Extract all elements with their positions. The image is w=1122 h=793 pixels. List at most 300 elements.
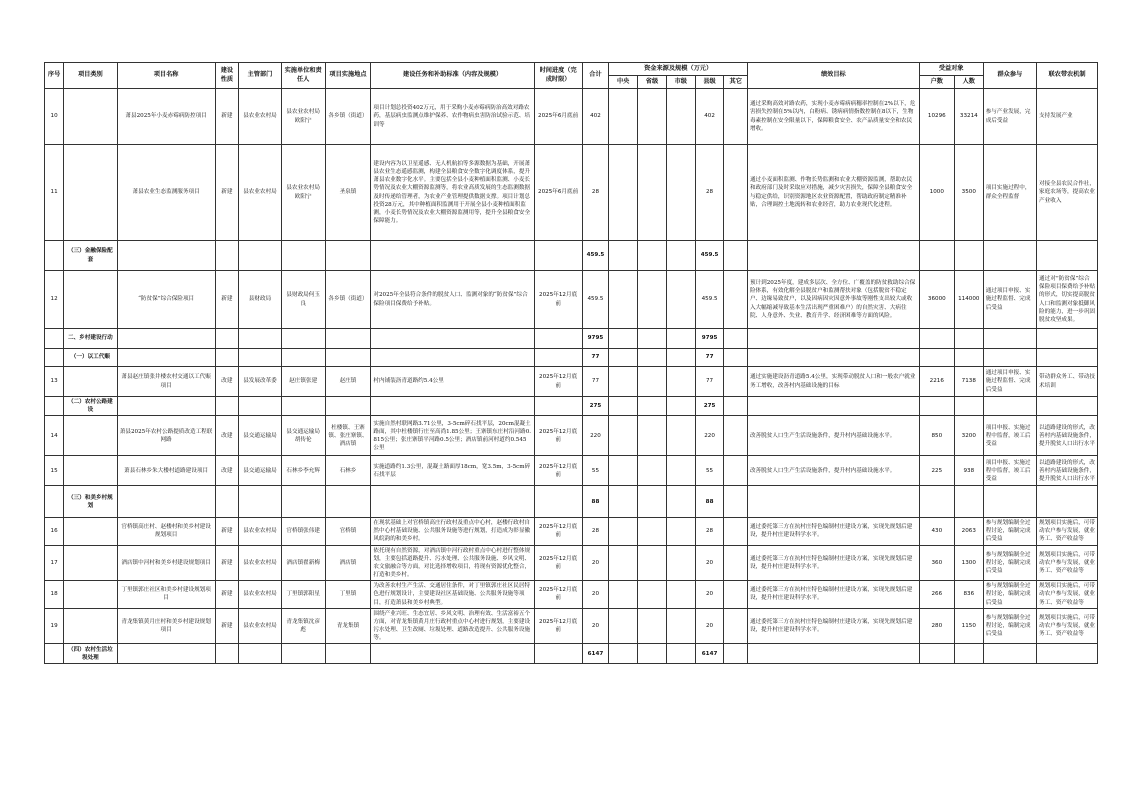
row-seq [45,486,64,518]
row-goal: 改善脱贫人口生产生活设施条件，提升村内基础设施水平。 [747,456,919,486]
row-progress [534,241,582,271]
header-mechanism: 联农带农机制 [1037,63,1098,89]
row-central [609,89,638,145]
row-dept [239,644,282,664]
header-provincial: 省级 [638,76,667,89]
row-county: 28 [695,145,724,241]
row-participation: 通过项目申报、实施过程监督、完成后受益 [983,367,1036,397]
row-total: 6147 [582,644,609,664]
row-participation: 项目申报、实施过程中监督，竣工后受益 [983,416,1036,456]
table-row [45,89,1098,145]
row-unit [281,397,325,416]
row-county: 20 [695,580,724,608]
row-other [724,349,747,367]
row-households [919,349,954,367]
row-mechanism: 通过对“防贫保”综合保险项目保费给予补贴的形式，切实提高脱贫人口和监测对象抵御风险的能力，进一步巩固脱贫攻坚成果。 [1037,271,1098,329]
table-row [45,397,1098,416]
row-goal [747,241,919,271]
row-unit: 丁里镇郭阳星 [281,580,325,608]
row-city [666,644,695,664]
row-city [666,545,695,580]
row-seq: 15 [45,456,64,486]
row-total: 77 [582,349,609,367]
row-unit [281,349,325,367]
table-row [45,456,1098,486]
row-county: 20 [695,545,724,580]
row-unit: 赵庄镇张建 [281,367,325,397]
row-participation: 参与规划编制全过程讨论，编制完成后受益 [983,580,1036,608]
row-progress: 2025年12月底前 [534,416,582,456]
row-persons [954,329,983,349]
row-participation: 参与产业发展，完成后受益 [983,89,1036,145]
row-county: 459.5 [695,241,724,271]
row-unit: 县财政局何玉良 [281,271,325,329]
row-persons: 114000 [954,271,983,329]
row-county: 55 [695,456,724,486]
row-total: 28 [582,518,609,545]
row-dept: 县财政局 [239,271,282,329]
row-goal [747,329,919,349]
row-nature: 新建 [215,608,238,643]
row-location [325,329,371,349]
table-row [45,644,1098,664]
row-name: 萧县赵庄镇张井楼农村交通以工代赈项目 [117,367,215,397]
row-location: 赵庄镇 [325,367,371,397]
row-households [919,241,954,271]
header-persons: 人数 [954,76,983,89]
row-progress: 2025年12月底前 [534,271,582,329]
row-provincial [638,416,667,456]
row-location: 丁里镇 [325,580,371,608]
row-participation [983,329,1036,349]
row-other [724,329,747,349]
row-location: 青龙集镇 [325,608,371,643]
row-central [609,271,638,329]
row-mechanism: 规划项目实施后，可带动农户参与发展，就业务工、资产收益等 [1037,580,1098,608]
row-progress: 2025年12月底前 [534,456,582,486]
row-dept [239,349,282,367]
table-row [45,486,1098,518]
row-provincial [638,545,667,580]
row-location [325,349,371,367]
row-provincial [638,580,667,608]
row-dept [239,241,282,271]
table-header [45,63,1098,89]
header-progress: 时间进度（完成时限） [534,63,582,89]
row-task: 实施自然村联网路3.71公里，3-5cm碎石找平层，20cm混凝土路面，其中杜楼镇行庄至高尚1.85公里；王寨镇东庄村沿河路0.815公里；张庄寨镇平河路0.5公里；酒店镇前河村道约0.545公里 [371,416,534,456]
row-total: 459.5 [582,271,609,329]
row-persons: 33214 [954,89,983,145]
row-name: 青龙集镇黄月庄村和美乡村建设规划项目 [117,608,215,643]
row-provincial [638,329,667,349]
row-name: 萧县2025年农村公路提质改造工程联网路 [117,416,215,456]
row-seq: 13 [45,367,64,397]
row-provincial [638,518,667,545]
row-central [609,397,638,416]
row-dept [239,397,282,416]
row-other [724,145,747,241]
row-city [666,367,695,397]
row-participation: 参与规划编制全过程讨论，编制完成后受益 [983,518,1036,545]
row-county: 6147 [695,644,724,664]
header-funds: 资金来源及规模（万元） [609,63,748,76]
row-unit: 青龙集镇沈彦彪 [281,608,325,643]
row-participation: 参与规划编制全过程讨论，编制完成后受益 [983,608,1036,643]
row-name [117,241,215,271]
row-progress: 2025年12月底前 [534,367,582,397]
table-row [45,329,1098,349]
row-progress [534,644,582,664]
row-dept: 县交通运输局 [239,456,282,486]
row-name [117,486,215,518]
row-persons [954,349,983,367]
row-central [609,416,638,456]
row-households: 266 [919,580,954,608]
row-mechanism [1037,486,1098,518]
row-persons [954,397,983,416]
row-unit: 县农业农村局欧阳宁 [281,145,325,241]
row-dept: 县农业农村局 [239,518,282,545]
row-mechanism: 支持发展产业 [1037,89,1098,145]
row-category: （一）以工代赈 [64,349,117,367]
header-unit: 实施单位和责任人 [281,63,325,89]
row-city [666,518,695,545]
row-participation [983,644,1036,664]
row-goal: 通过委托第三方在抗村庄特色编制村庄建设方案，实现先规划后建设，提升村庄建设科学水平。 [747,518,919,545]
row-total: 459.5 [582,241,609,271]
row-persons [954,241,983,271]
row-central [609,518,638,545]
row-central [609,329,638,349]
row-task: 为改善农村生产生活、交通居住条件，对丁里镇郭庄社区民居特色进行规划设计，主要建设社区基础设施、公共服务设施等项目，打造萧县和美乡村典型。 [371,580,534,608]
row-goal [747,644,919,664]
row-households [919,486,954,518]
table-row [45,241,1098,271]
row-seq: 19 [45,608,64,643]
row-city [666,89,695,145]
header-total: 合计 [582,63,609,89]
row-task: 实施道路约1.3公里，混凝土路面厚18cm，宽3.5m，3-5cm碎石找平层 [371,456,534,486]
row-city [666,456,695,486]
row-location: 圣泉镇 [325,145,371,241]
row-city [666,486,695,518]
row-location: 各乡镇（街道） [325,271,371,329]
row-nature [215,349,238,367]
row-seq: 17 [45,545,64,580]
row-progress: 2025年12月底前 [534,545,582,580]
row-task [371,329,534,349]
row-name: 酒店镇中河村和美乡村建设规划项目 [117,545,215,580]
row-provincial [638,241,667,271]
row-city [666,397,695,416]
row-mechanism: 规划项目实施后，可带动农户参与发展，就业务工、资产收益等 [1037,518,1098,545]
row-central [609,145,638,241]
row-nature: 新建 [215,518,238,545]
row-provincial [638,608,667,643]
row-households [919,397,954,416]
project-table [44,62,1098,664]
row-total: 20 [582,580,609,608]
header-goal: 绩效目标 [747,63,919,89]
row-county: 9795 [695,329,724,349]
table-row [45,580,1098,608]
row-name: 萧县农业生态监测服务项目 [117,145,215,241]
table-row [45,416,1098,456]
row-total: 20 [582,608,609,643]
row-name: “防贫保”综合保险项目 [117,271,215,329]
header-households: 户数 [919,76,954,89]
row-participation: 项目实施过程中，群众全程监督 [983,145,1036,241]
row-category [64,545,117,580]
row-seq [45,329,64,349]
header-city: 市级 [666,76,695,89]
row-seq [45,397,64,416]
row-county: 275 [695,397,724,416]
row-progress: 2025年12月底前 [534,518,582,545]
row-category [64,456,117,486]
row-mechanism: 规划项目实施后，可带动农户参与发展，就业务工、资产收益等 [1037,608,1098,643]
row-task: 村内铺装沥青道路约5.4公里 [371,367,534,397]
row-persons: 1150 [954,608,983,643]
row-seq: 10 [45,89,64,145]
row-mechanism [1037,241,1098,271]
row-persons: 3200 [954,416,983,456]
row-households: 280 [919,608,954,643]
header-name: 项目名称 [117,63,215,89]
row-task: 建设内容为以卫星遥感、无人机航拍等多源数据为基础，开展萧县农业生态遥感监测，构建全县粮食安全数字化调度体系，提升萧县农业数字化水平。主要包括全县小麦种植面积监测、小麦长势情况及农业大棚资源监测等，将农业高质发展的生态监测数据及时传递给管理者，为农业产业管理提供数据支撑。项目计划总投资28万元，其中种植面积监测用于开展全县小麦种植面积监测，小麦长势情况及农业大棚资源监测用等，提升全县粮食安全保障能力。 [371,145,534,241]
row-dept: 县交通运输局 [239,416,282,456]
row-participation: 通过项目申报、实施过程监督、完成后受益 [983,271,1036,329]
row-name: 萧县石林乡朱大楼村道路建设项目 [117,456,215,486]
row-goal [747,397,919,416]
row-nature: 新建 [215,271,238,329]
row-total: 88 [582,486,609,518]
row-location [325,644,371,664]
row-central [609,644,638,664]
row-unit: 县农业农村局欧阳宁 [281,89,325,145]
table-body [45,89,1098,664]
row-category [64,89,117,145]
row-other [724,608,747,643]
row-total: 402 [582,89,609,145]
row-provincial [638,145,667,241]
row-central [609,349,638,367]
row-nature: 新建 [215,580,238,608]
row-location [325,486,371,518]
row-location: 官桥镇 [325,518,371,545]
header-seq: 序号 [45,63,64,89]
row-nature: 新建 [215,145,238,241]
row-task: 围绕产业兴旺、生态宜居、乡风文明、治理有效、生活富裕五个方面，对青龙集镇黄月庄行政村重点中心村进行规划，主要建设污水处理、卫生改厕、垃圾处理、道路改造提升、公共服务设施等。 [371,608,534,643]
table-row [45,271,1098,329]
row-goal: 通过采购高效对路农药，实现小麦赤霉病病穗率控制在2%以下，危害损失控制在5%以内，白粉病、锈病病情指数控制在8以下，生物毒素控制在安全限量以下，保障粮食安全、农产品质量安全和农民增收。 [747,89,919,145]
row-central [609,545,638,580]
row-unit [281,329,325,349]
row-other [724,416,747,456]
row-county: 77 [695,349,724,367]
row-central [609,456,638,486]
row-unit: 官桥镇张伟建 [281,518,325,545]
row-task [371,486,534,518]
row-category [64,416,117,456]
row-task [371,644,534,664]
row-nature: 新建 [215,89,238,145]
row-location [325,397,371,416]
row-progress: 2025年6月底前 [534,89,582,145]
row-central [609,367,638,397]
row-county: 459.5 [695,271,724,329]
row-location: 杜楼镇、王寨镇、张庄寨镇、酒店镇 [325,416,371,456]
row-progress: 2025年6月底前 [534,145,582,241]
row-category: （四）农村生活垃圾处理 [64,644,117,664]
header-beneficiary: 受益对象 [919,63,983,76]
table-row [45,608,1098,643]
row-provincial [638,349,667,367]
row-seq: 12 [45,271,64,329]
table-row [45,545,1098,580]
row-persons: 2063 [954,518,983,545]
header-dept: 主管部门 [239,63,282,89]
row-category [64,518,117,545]
row-category [64,580,117,608]
row-task [371,397,534,416]
row-mechanism [1037,397,1098,416]
row-name: 官桥镇高庄村、赵楼村和美乡村建设规划项目 [117,518,215,545]
row-goal [747,349,919,367]
row-county: 28 [695,518,724,545]
row-mechanism [1037,644,1098,664]
row-total: 275 [582,397,609,416]
row-provincial [638,644,667,664]
header-task: 建设任务和补助标准（内容及规模） [371,63,534,89]
row-goal: 通过委托第三方在抗村庄特色编制村庄建设方案，实现先规划后建设，提升村庄建设科学水平。 [747,580,919,608]
row-task: 项目计划总投资402万元，用于采购小麦赤霉病防治高效对路农药，基层病虫监测点维护保养、农作物病虫害防治试验示范、培训等 [371,89,534,145]
row-other [724,241,747,271]
row-city [666,349,695,367]
row-county: 20 [695,608,724,643]
row-category [64,367,117,397]
row-progress [534,349,582,367]
row-goal: 通过委托第三方在抗村庄特色编制村庄建设方案，实现先规划后建设，提升村庄建设科学水平。 [747,608,919,643]
row-unit: 酒店镇翟新梅 [281,545,325,580]
row-seq: 18 [45,580,64,608]
row-seq: 11 [45,145,64,241]
row-households: 1000 [919,145,954,241]
row-seq: 14 [45,416,64,456]
row-city [666,271,695,329]
header-category: 项目类别 [64,63,117,89]
row-households: 36000 [919,271,954,329]
row-persons: 1300 [954,545,983,580]
row-goal: 通过实施建设沥青道路5.4公里，实现带动脱贫人口和一般农户就业务工增收，改善村内基础设施的目标 [747,367,919,397]
row-city [666,241,695,271]
row-mechanism: 规划项目实施后，可带动农户参与发展，就业务工、资产收益等 [1037,545,1098,580]
row-progress: 2025年12月底前 [534,608,582,643]
header-county: 县级 [695,76,724,89]
row-task: 依托现有自然资源，对酒店镇中河行政村重点中心村进行整体规划，主要包括道路提升、污水处理、公共服务设施、乡风文明、农文旅融合等方面，对比选择增收项目，将现有资源优化整合，打造和美乡村。 [371,545,534,580]
row-county: 88 [695,486,724,518]
table-row [45,145,1098,241]
row-dept: 县农业农村局 [239,608,282,643]
row-other [724,89,747,145]
row-households: 850 [919,416,954,456]
row-dept: 县农业农村局 [239,89,282,145]
row-name [117,644,215,664]
row-households: 225 [919,456,954,486]
header-location: 项目实施地点 [325,63,371,89]
row-county: 402 [695,89,724,145]
row-task [371,349,534,367]
row-other [724,580,747,608]
row-total: 220 [582,416,609,456]
row-participation [983,486,1036,518]
row-dept: 县农业农村局 [239,545,282,580]
row-total: 77 [582,367,609,397]
row-category [64,608,117,643]
row-provincial [638,89,667,145]
row-dept [239,329,282,349]
row-mechanism [1037,349,1098,367]
row-location: 各乡镇（街道） [325,89,371,145]
row-central [609,580,638,608]
row-persons: 7138 [954,367,983,397]
row-nature [215,241,238,271]
row-other [724,397,747,416]
header-nature: 建设性质 [215,63,238,89]
row-nature: 新建 [215,545,238,580]
row-progress [534,486,582,518]
row-city [666,608,695,643]
row-category: （三）金融保险配套 [64,241,117,271]
row-goal: 通过委托第三方在抗村庄特色编制村庄建设方案，实现先规划后建设，提升村庄建设科学水平。 [747,545,919,580]
row-other [724,271,747,329]
table-row [45,367,1098,397]
row-unit: 县交通运输局胡传伦 [281,416,325,456]
row-participation [983,397,1036,416]
row-task [371,241,534,271]
row-name: 萧县2025年小麦赤霉病防控项目 [117,89,215,145]
row-location: 酒店镇 [325,545,371,580]
row-unit [281,486,325,518]
row-progress: 2025年12月底前 [534,580,582,608]
row-location [325,241,371,271]
row-city [666,329,695,349]
row-other [724,367,747,397]
row-provincial [638,367,667,397]
row-households: 430 [919,518,954,545]
row-nature: 改建 [215,456,238,486]
row-goal [747,486,919,518]
row-households: 10296 [919,89,954,145]
row-category [64,145,117,241]
table-row [45,349,1098,367]
header-participation: 群众参与 [983,63,1036,89]
row-total: 20 [582,545,609,580]
row-dept: 县农业农村局 [239,580,282,608]
row-city [666,416,695,456]
row-seq [45,349,64,367]
row-households [919,644,954,664]
row-provincial [638,397,667,416]
row-mechanism: 以道路建设的形式，改善村内基础设施条件，提升脱贫人口出行水平 [1037,416,1098,456]
row-central [609,486,638,518]
row-participation: 项目申报、实施过程中监督，竣工后受益 [983,456,1036,486]
row-city [666,580,695,608]
row-category: （二）农村公路建设 [64,397,117,416]
row-progress [534,329,582,349]
row-nature: 改建 [215,416,238,456]
row-persons [954,486,983,518]
